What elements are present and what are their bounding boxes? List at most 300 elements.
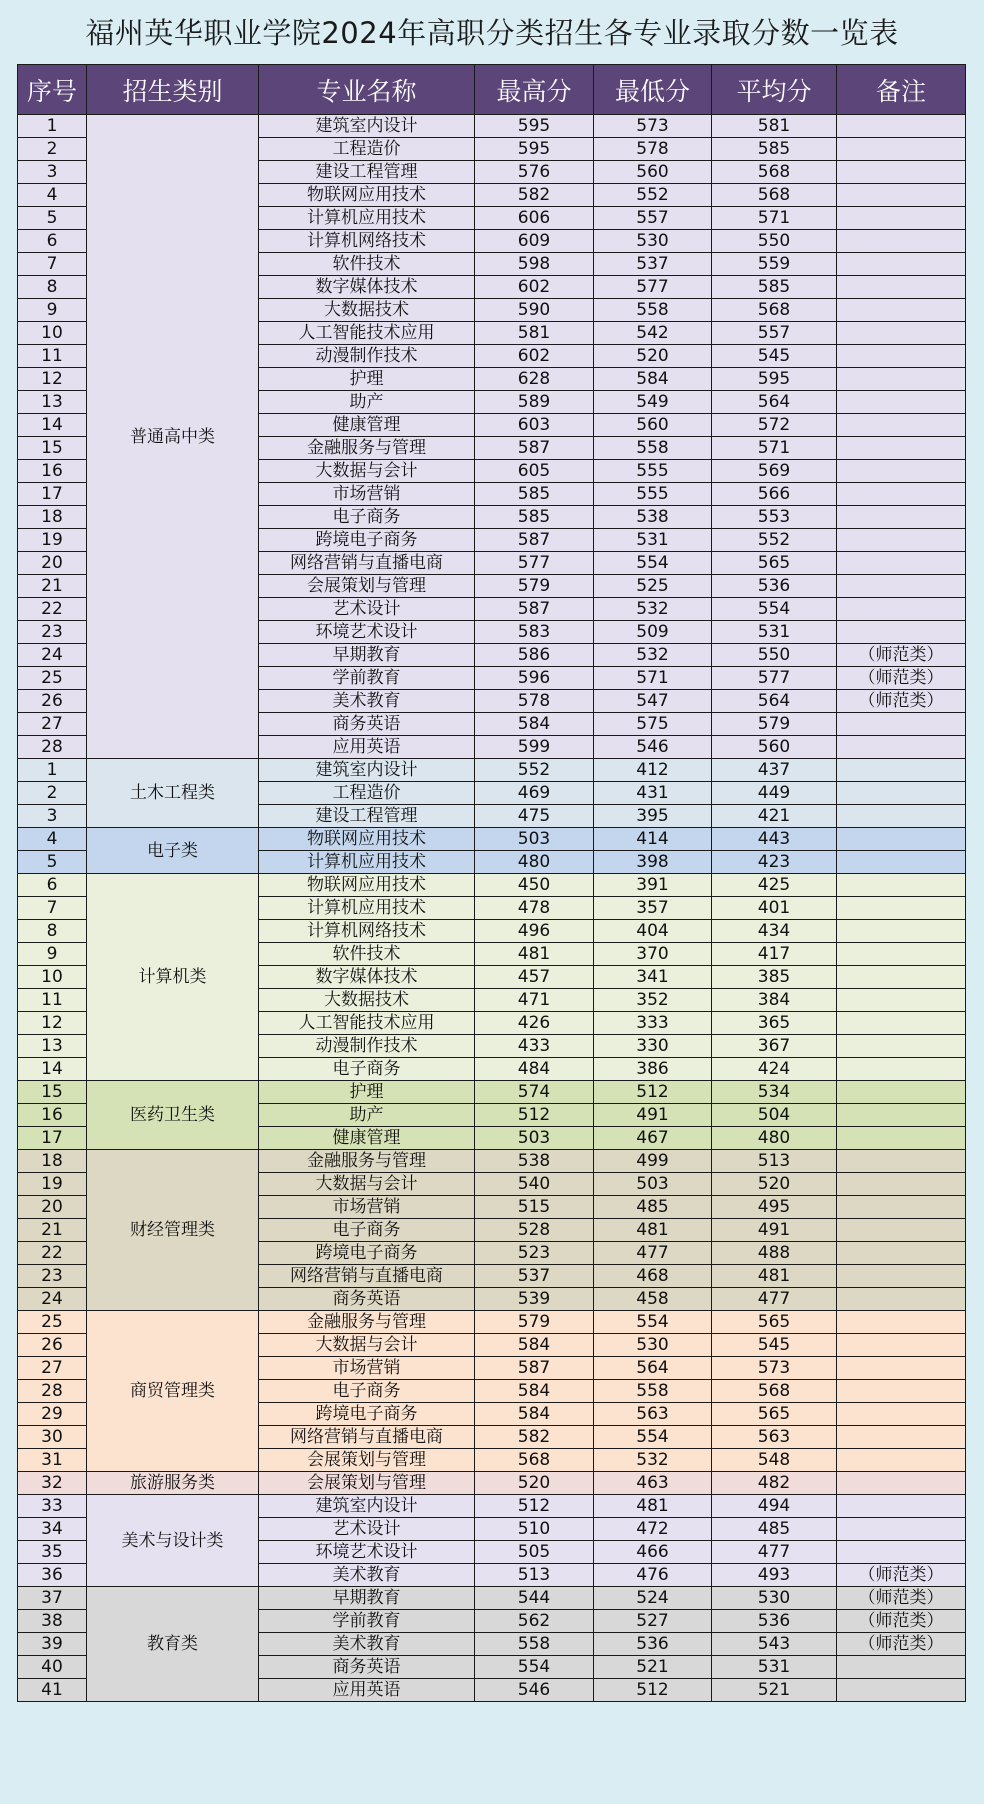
cell-avg-score: 480 [712, 1127, 837, 1150]
cell-min-score: 414 [594, 828, 712, 851]
cell-note [837, 299, 966, 322]
cell-min-score: 552 [594, 184, 712, 207]
cell-major: 计算机网络技术 [259, 230, 475, 253]
cell-min-score: 532 [594, 598, 712, 621]
cell-max-score: 537 [475, 1265, 594, 1288]
cell-min-score: 467 [594, 1127, 712, 1150]
cell-min-score: 395 [594, 805, 712, 828]
cell-no: 18 [18, 1150, 87, 1173]
cell-major: 工程造价 [259, 138, 475, 161]
cell-min-score: 485 [594, 1196, 712, 1219]
cell-max-score: 595 [475, 138, 594, 161]
cell-avg-score: 424 [712, 1058, 837, 1081]
cell-major: 应用英语 [259, 1679, 475, 1702]
cell-no: 31 [18, 1449, 87, 1472]
cell-major: 应用英语 [259, 736, 475, 759]
table-row [18, 1495, 966, 1518]
cell-avg-score: 481 [712, 1265, 837, 1288]
cell-max-score: 538 [475, 1150, 594, 1173]
cell-max-score: 558 [475, 1633, 594, 1656]
cell-note [837, 1541, 966, 1564]
cell-min-score: 404 [594, 920, 712, 943]
cell-max-score: 576 [475, 161, 594, 184]
cell-min-score: 481 [594, 1219, 712, 1242]
cell-avg-score: 579 [712, 713, 837, 736]
cell-major: 早期教育 [259, 1587, 475, 1610]
cell-min-score: 341 [594, 966, 712, 989]
cell-note: （师范类） [837, 1633, 966, 1656]
cell-max-score: 478 [475, 897, 594, 920]
cell-max-score: 584 [475, 713, 594, 736]
cell-max-score: 583 [475, 621, 594, 644]
category-cell: 普通高中类 [87, 115, 259, 759]
header-max-score: 最高分 [475, 65, 594, 115]
cell-major: 大数据与会计 [259, 1334, 475, 1357]
cell-no: 23 [18, 621, 87, 644]
cell-min-score: 481 [594, 1495, 712, 1518]
cell-major: 数字媒体技术 [259, 966, 475, 989]
cell-no: 5 [18, 207, 87, 230]
cell-avg-score: 585 [712, 276, 837, 299]
cell-no: 26 [18, 690, 87, 713]
cell-max-score: 589 [475, 391, 594, 414]
cell-major: 市场营销 [259, 1357, 475, 1380]
cell-no: 38 [18, 1610, 87, 1633]
cell-no: 30 [18, 1426, 87, 1449]
header-note: 备注 [837, 65, 966, 115]
cell-min-score: 560 [594, 414, 712, 437]
cell-max-score: 579 [475, 575, 594, 598]
cell-min-score: 575 [594, 713, 712, 736]
cell-major: 网络营销与直播电商 [259, 1426, 475, 1449]
cell-max-score: 512 [475, 1104, 594, 1127]
cell-max-score: 596 [475, 667, 594, 690]
cell-no: 36 [18, 1564, 87, 1587]
cell-max-score: 579 [475, 1311, 594, 1334]
cell-avg-score: 421 [712, 805, 837, 828]
category-cell: 计算机类 [87, 874, 259, 1081]
cell-max-score: 469 [475, 782, 594, 805]
table-row [18, 1311, 966, 1334]
cell-min-score: 577 [594, 276, 712, 299]
cell-note [837, 1012, 966, 1035]
cell-max-score: 512 [475, 1495, 594, 1518]
cell-note [837, 345, 966, 368]
cell-major: 建设工程管理 [259, 805, 475, 828]
cell-major: 市场营销 [259, 1196, 475, 1219]
cell-note [837, 966, 966, 989]
cell-note [837, 1265, 966, 1288]
cell-avg-score: 385 [712, 966, 837, 989]
cell-no: 39 [18, 1633, 87, 1656]
cell-max-score: 457 [475, 966, 594, 989]
cell-note [837, 1196, 966, 1219]
cell-no: 15 [18, 437, 87, 460]
cell-min-score: 560 [594, 161, 712, 184]
cell-note [837, 1495, 966, 1518]
cell-note [837, 276, 966, 299]
cell-note [837, 1311, 966, 1334]
cell-avg-score: 559 [712, 253, 837, 276]
cell-max-score: 480 [475, 851, 594, 874]
cell-major: 物联网应用技术 [259, 184, 475, 207]
cell-max-score: 528 [475, 1219, 594, 1242]
cell-no: 8 [18, 276, 87, 299]
cell-min-score: 330 [594, 1035, 712, 1058]
table-row [18, 1081, 966, 1104]
cell-min-score: 546 [594, 736, 712, 759]
cell-note [837, 943, 966, 966]
cell-note [837, 1127, 966, 1150]
cell-major: 商务英语 [259, 1656, 475, 1679]
cell-note [837, 414, 966, 437]
cell-major: 工程造价 [259, 782, 475, 805]
cell-avg-score: 557 [712, 322, 837, 345]
cell-min-score: 391 [594, 874, 712, 897]
cell-major: 建筑室内设计 [259, 759, 475, 782]
cell-note: （师范类） [837, 690, 966, 713]
cell-min-score: 531 [594, 529, 712, 552]
cell-major: 建设工程管理 [259, 161, 475, 184]
cell-major: 会展策划与管理 [259, 1472, 475, 1495]
cell-avg-score: 568 [712, 299, 837, 322]
cell-note [837, 1150, 966, 1173]
cell-min-score: 530 [594, 230, 712, 253]
cell-no: 28 [18, 736, 87, 759]
cell-no: 20 [18, 1196, 87, 1219]
cell-no: 27 [18, 713, 87, 736]
cell-note [837, 897, 966, 920]
cell-avg-score: 550 [712, 230, 837, 253]
cell-min-score: 357 [594, 897, 712, 920]
cell-min-score: 476 [594, 1564, 712, 1587]
cell-max-score: 584 [475, 1403, 594, 1426]
category-cell: 土木工程类 [87, 759, 259, 828]
table-row [18, 1472, 966, 1495]
cell-major: 助产 [259, 1104, 475, 1127]
cell-max-score: 552 [475, 759, 594, 782]
cell-no: 9 [18, 943, 87, 966]
cell-max-score: 475 [475, 805, 594, 828]
cell-avg-score: 548 [712, 1449, 837, 1472]
cell-max-score: 539 [475, 1288, 594, 1311]
cell-major: 会展策划与管理 [259, 1449, 475, 1472]
cell-avg-score: 569 [712, 460, 837, 483]
cell-no: 25 [18, 667, 87, 690]
cell-major: 商务英语 [259, 1288, 475, 1311]
cell-no: 20 [18, 552, 87, 575]
cell-major: 跨境电子商务 [259, 529, 475, 552]
cell-avg-score: 566 [712, 483, 837, 506]
cell-avg-score: 571 [712, 207, 837, 230]
cell-note [837, 920, 966, 943]
cell-avg-score: 565 [712, 1403, 837, 1426]
cell-avg-score: 530 [712, 1587, 837, 1610]
cell-no: 13 [18, 1035, 87, 1058]
cell-min-score: 549 [594, 391, 712, 414]
cell-max-score: 513 [475, 1564, 594, 1587]
cell-max-score: 582 [475, 184, 594, 207]
cell-max-score: 520 [475, 1472, 594, 1495]
cell-max-score: 628 [475, 368, 594, 391]
cell-min-score: 431 [594, 782, 712, 805]
cell-note [837, 575, 966, 598]
cell-no: 10 [18, 322, 87, 345]
cell-major: 物联网应用技术 [259, 828, 475, 851]
cell-no: 5 [18, 851, 87, 874]
cell-avg-score: 565 [712, 552, 837, 575]
category-cell: 商贸管理类 [87, 1311, 259, 1472]
cell-min-score: 564 [594, 1357, 712, 1380]
cell-major: 美术教育 [259, 690, 475, 713]
cell-no: 15 [18, 1081, 87, 1104]
cell-max-score: 581 [475, 322, 594, 345]
cell-major: 电子商务 [259, 1058, 475, 1081]
cell-note [837, 1449, 966, 1472]
cell-min-score: 512 [594, 1679, 712, 1702]
cell-max-score: 599 [475, 736, 594, 759]
cell-avg-score: 365 [712, 1012, 837, 1035]
cell-min-score: 370 [594, 943, 712, 966]
cell-major: 护理 [259, 1081, 475, 1104]
cell-note [837, 1518, 966, 1541]
cell-note [837, 1104, 966, 1127]
cell-min-score: 472 [594, 1518, 712, 1541]
cell-max-score: 587 [475, 598, 594, 621]
cell-avg-score: 521 [712, 1679, 837, 1702]
cell-note [837, 759, 966, 782]
cell-min-score: 463 [594, 1472, 712, 1495]
cell-major: 金融服务与管理 [259, 1150, 475, 1173]
cell-max-score: 574 [475, 1081, 594, 1104]
cell-no: 11 [18, 345, 87, 368]
cell-min-score: 532 [594, 644, 712, 667]
cell-major: 市场营销 [259, 483, 475, 506]
cell-min-score: 558 [594, 299, 712, 322]
cell-major: 动漫制作技术 [259, 1035, 475, 1058]
cell-avg-score: 491 [712, 1219, 837, 1242]
table-row [18, 1150, 966, 1173]
cell-max-score: 544 [475, 1587, 594, 1610]
cell-major: 网络营销与直播电商 [259, 1265, 475, 1288]
cell-min-score: 386 [594, 1058, 712, 1081]
cell-no: 16 [18, 460, 87, 483]
cell-min-score: 555 [594, 460, 712, 483]
cell-avg-score: 554 [712, 598, 837, 621]
cell-no: 8 [18, 920, 87, 943]
cell-max-score: 450 [475, 874, 594, 897]
cell-avg-score: 477 [712, 1288, 837, 1311]
cell-note [837, 1679, 966, 1702]
cell-min-score: 532 [594, 1449, 712, 1472]
cell-note [837, 713, 966, 736]
cell-min-score: 530 [594, 1334, 712, 1357]
cell-note: （师范类） [837, 1564, 966, 1587]
cell-note [837, 1058, 966, 1081]
cell-major: 动漫制作技术 [259, 345, 475, 368]
cell-avg-score: 531 [712, 621, 837, 644]
cell-note [837, 736, 966, 759]
cell-min-score: 352 [594, 989, 712, 1012]
cell-avg-score: 581 [712, 115, 837, 138]
cell-major: 人工智能技术应用 [259, 322, 475, 345]
cell-note [837, 1334, 966, 1357]
cell-major: 环境艺术设计 [259, 1541, 475, 1564]
cell-major: 早期教育 [259, 644, 475, 667]
cell-min-score: 525 [594, 575, 712, 598]
cell-min-score: 563 [594, 1403, 712, 1426]
cell-avg-score: 449 [712, 782, 837, 805]
cell-min-score: 538 [594, 506, 712, 529]
cell-no: 18 [18, 506, 87, 529]
header-avg-score: 平均分 [712, 65, 837, 115]
cell-max-score: 602 [475, 276, 594, 299]
table-header-row [18, 65, 966, 115]
cell-avg-score: 488 [712, 1242, 837, 1265]
cell-note [837, 989, 966, 1012]
cell-no: 33 [18, 1495, 87, 1518]
cell-major: 助产 [259, 391, 475, 414]
cell-note [837, 483, 966, 506]
cell-max-score: 606 [475, 207, 594, 230]
cell-max-score: 433 [475, 1035, 594, 1058]
cell-min-score: 558 [594, 437, 712, 460]
cell-avg-score: 568 [712, 1380, 837, 1403]
cell-max-score: 582 [475, 1426, 594, 1449]
cell-major: 电子商务 [259, 1380, 475, 1403]
cell-max-score: 585 [475, 506, 594, 529]
cell-min-score: 509 [594, 621, 712, 644]
cell-note [837, 1656, 966, 1679]
cell-note: （师范类） [837, 1610, 966, 1633]
cell-no: 37 [18, 1587, 87, 1610]
cell-major: 跨境电子商务 [259, 1242, 475, 1265]
cell-max-score: 603 [475, 414, 594, 437]
category-cell: 美术与设计类 [87, 1495, 259, 1587]
cell-note [837, 1357, 966, 1380]
cell-note [837, 828, 966, 851]
cell-min-score: 542 [594, 322, 712, 345]
cell-min-score: 584 [594, 368, 712, 391]
cell-min-score: 558 [594, 1380, 712, 1403]
cell-min-score: 458 [594, 1288, 712, 1311]
cell-no: 23 [18, 1265, 87, 1288]
cell-min-score: 412 [594, 759, 712, 782]
cell-avg-score: 568 [712, 184, 837, 207]
cell-avg-score: 568 [712, 161, 837, 184]
header-major: 专业名称 [259, 65, 475, 115]
cell-max-score: 523 [475, 1242, 594, 1265]
cell-note [837, 184, 966, 207]
cell-avg-score: 367 [712, 1035, 837, 1058]
table-row [18, 874, 966, 897]
cell-major: 网络营销与直播电商 [259, 552, 475, 575]
cell-max-score: 587 [475, 529, 594, 552]
cell-no: 25 [18, 1311, 87, 1334]
cell-major: 环境艺术设计 [259, 621, 475, 644]
cell-avg-score: 550 [712, 644, 837, 667]
cell-avg-score: 552 [712, 529, 837, 552]
cell-major: 健康管理 [259, 414, 475, 437]
cell-avg-score: 536 [712, 575, 837, 598]
cell-no: 16 [18, 1104, 87, 1127]
cell-no: 29 [18, 1403, 87, 1426]
cell-note [837, 437, 966, 460]
cell-min-score: 398 [594, 851, 712, 874]
cell-max-score: 609 [475, 230, 594, 253]
cell-note [837, 368, 966, 391]
cell-avg-score: 564 [712, 391, 837, 414]
cell-max-score: 584 [475, 1380, 594, 1403]
cell-avg-score: 434 [712, 920, 837, 943]
cell-major: 大数据技术 [259, 989, 475, 1012]
table-body [18, 115, 966, 1702]
cell-avg-score: 565 [712, 1311, 837, 1334]
cell-avg-score: 560 [712, 736, 837, 759]
cell-major: 美术教育 [259, 1564, 475, 1587]
page-title: 福州英华职业学院2024年高职分类招生各专业录取分数一览表 [85, 16, 899, 50]
cell-note [837, 322, 966, 345]
category-cell: 教育类 [87, 1587, 259, 1702]
cell-min-score: 557 [594, 207, 712, 230]
cell-avg-score: 417 [712, 943, 837, 966]
cell-major: 金融服务与管理 [259, 437, 475, 460]
cell-max-score: 568 [475, 1449, 594, 1472]
cell-no: 1 [18, 759, 87, 782]
header-min-score: 最低分 [594, 65, 712, 115]
cell-note [837, 851, 966, 874]
cell-major: 艺术设计 [259, 1518, 475, 1541]
cell-max-score: 590 [475, 299, 594, 322]
cell-no: 1 [18, 115, 87, 138]
cell-min-score: 466 [594, 1541, 712, 1564]
cell-major: 学前教育 [259, 667, 475, 690]
cell-no: 4 [18, 184, 87, 207]
cell-note [837, 782, 966, 805]
cell-max-score: 587 [475, 1357, 594, 1380]
cell-avg-score: 425 [712, 874, 837, 897]
cell-note [837, 1380, 966, 1403]
cell-no: 3 [18, 161, 87, 184]
cell-min-score: 512 [594, 1081, 712, 1104]
cell-avg-score: 504 [712, 1104, 837, 1127]
cell-major: 艺术设计 [259, 598, 475, 621]
cell-max-score: 546 [475, 1679, 594, 1702]
cell-max-score: 577 [475, 552, 594, 575]
cell-min-score: 573 [594, 115, 712, 138]
cell-no: 14 [18, 1058, 87, 1081]
cell-no: 6 [18, 230, 87, 253]
cell-avg-score: 401 [712, 897, 837, 920]
cell-note [837, 161, 966, 184]
cell-min-score: 554 [594, 1426, 712, 1449]
cell-avg-score: 495 [712, 1196, 837, 1219]
table-row [18, 828, 966, 851]
cell-major: 计算机网络技术 [259, 920, 475, 943]
cell-major: 建筑室内设计 [259, 1495, 475, 1518]
cell-no: 10 [18, 966, 87, 989]
cell-min-score: 521 [594, 1656, 712, 1679]
category-cell: 医药卫生类 [87, 1081, 259, 1150]
cell-no: 17 [18, 1127, 87, 1150]
cell-major: 大数据与会计 [259, 1173, 475, 1196]
cell-avg-score: 520 [712, 1173, 837, 1196]
cell-major: 软件技术 [259, 943, 475, 966]
cell-max-score: 505 [475, 1541, 594, 1564]
cell-note [837, 1219, 966, 1242]
cell-avg-score: 585 [712, 138, 837, 161]
cell-note [837, 1081, 966, 1104]
